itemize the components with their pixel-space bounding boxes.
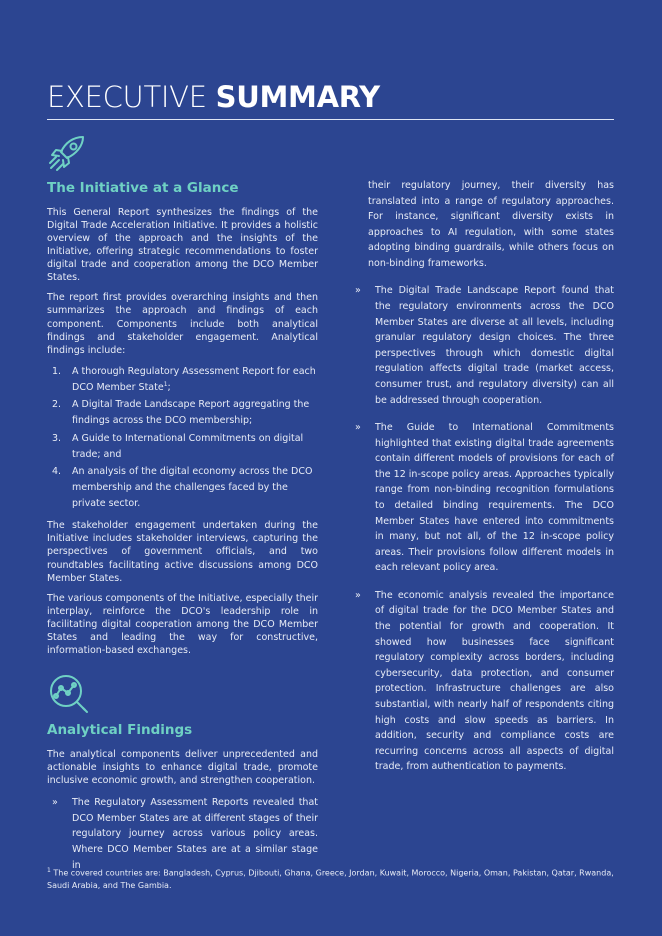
bullet-mark: » <box>355 422 361 434</box>
paragraph: The stakeholder engagement undertaken during the Initiative includes stakeholder interviews, capturing the perspectives of government officials, and two roundtables facilitating active discussions among DCO Member States. <box>47 520 318 584</box>
list-text: A Digital Trade Landscape Report aggregating the findings across the DCO membership; <box>72 399 310 427</box>
list-item <box>47 364 318 396</box>
title-light: EXECUTIVE <box>47 80 207 114</box>
list-number: 1. <box>52 365 62 377</box>
footnote-number: 1 <box>47 867 51 874</box>
list-number: 3. <box>52 432 62 444</box>
list-item <box>350 283 614 408</box>
bullet-text: The economic analysis revealed the importance of digital trade for the DCO Member States and the potential for growth and cooperation. It showed how businesses face significant regulatory complexity across borders, including cybersecurity, data protection, and consumer protection. Infrastructure challenges are also substantial, with nearly half of respondents citing high costs and slow speeds as barriers. In addition, security and compliance costs are recurring concerns across all aspects of digital trade, from authentication to payments. <box>375 589 614 773</box>
list-text: A Guide to International Commitments on digital trade; and <box>72 432 304 460</box>
section-heading-initiative: The Initiative at a Glance <box>47 180 239 196</box>
bullet-list <box>47 795 318 873</box>
list-number: 4. <box>52 465 62 477</box>
bullet-text: The Digital Trade Landscape Report found that the regulatory environments across the DCO Member States are diverse at all levels, including granular regulatory design choices. The three perspectives through which domestic digital regulation affects digital trade (market access, consumer trust, and regulatory diversity) can all be addressed through cooperation. <box>375 285 614 406</box>
footnote-ref: 1 <box>163 380 168 388</box>
list-text: An analysis of the digital economy across the DCO membership and the challenges faced by the private sector. <box>72 465 313 510</box>
footnote-text: The covered countries are: Bangladesh, Cyprus, Djibouti, Ghana, Greece, Jordan, Kuwait, Morocco, Nigeria, Oman, Pakistan, Qatar, Rwanda, Saudi Arabia, and The Gambia. <box>47 868 614 891</box>
list-text-after: ; <box>167 382 171 394</box>
list-item <box>47 464 318 512</box>
paragraph: The analytical components deliver unprecedented and actionable insights to enhance digital trade, promote inclusive economic growth, and strengthen cooperation. <box>47 748 318 787</box>
list-text: A thorough Regulatory Assessment Report for each DCO Member State <box>72 365 316 394</box>
magnifier-chart-icon <box>47 673 89 717</box>
bullet-continuation: their regulatory journey, their diversity has translated into a range of regulatory approaches. For instance, significant diversity exists in approaches to AI regulation, with some states adopting binding guardrails, while others focus on non-binding frameworks. <box>368 180 614 269</box>
right-column <box>350 178 614 787</box>
bullet-mark: » <box>355 589 361 601</box>
page-title <box>47 80 380 114</box>
bullet-list <box>350 283 614 774</box>
rocket-icon <box>47 133 89 175</box>
footnote <box>47 866 614 892</box>
title-bold: SUMMARY <box>215 80 380 114</box>
numbered-list <box>47 364 318 512</box>
bullet-mark: » <box>52 797 58 809</box>
list-item <box>47 431 318 463</box>
paragraph: The various components of the Initiative, especially their interplay, reinforce the DCO's leadership role in facilitating digital cooperation among the DCO Member States and leading the way for constructive, information-based exchanges. <box>47 592 318 657</box>
paragraph: The report first provides overarching insights and then summarizes the approach and findings of each component. Components include both analytical findings and stakeholder engagement. Analytical findings include: <box>47 292 318 356</box>
list-item <box>47 795 318 873</box>
title-divider <box>47 119 614 120</box>
paragraph: This General Report synthesizes the findings of the Digital Trade Acceleration Initiative. It provides a holistic overview of the approach and the insights of the Initiative, offering strategic recommendations to foster digital trade and cooperation among the DCO Member States. <box>47 206 318 284</box>
bullet-text: The Regulatory Assessment Reports revealed that DCO Member States are at different stages of their regulatory journey across various policy areas. Where DCO Member States are at a similar stage in <box>72 797 318 871</box>
section-heading-analytical: Analytical Findings <box>47 722 193 739</box>
list-number: 2. <box>52 399 62 411</box>
list-item <box>350 420 614 576</box>
list-item <box>47 397 318 429</box>
left-column <box>47 133 318 873</box>
list-item <box>350 588 614 775</box>
bullet-mark: » <box>355 285 361 297</box>
bullet-text: The Guide to International Commitments highlighted that existing digital trade agreements contain different models of provisions for each of the 12 in-scope policy areas. Approaches typically range from non-binding recognition formulations to detailed binding requirements. The DCO Member States have entered into commitments in many, but not all, of the 12 in-scope policy areas. Their provisions follow different models in each relevant policy area. <box>375 422 614 574</box>
